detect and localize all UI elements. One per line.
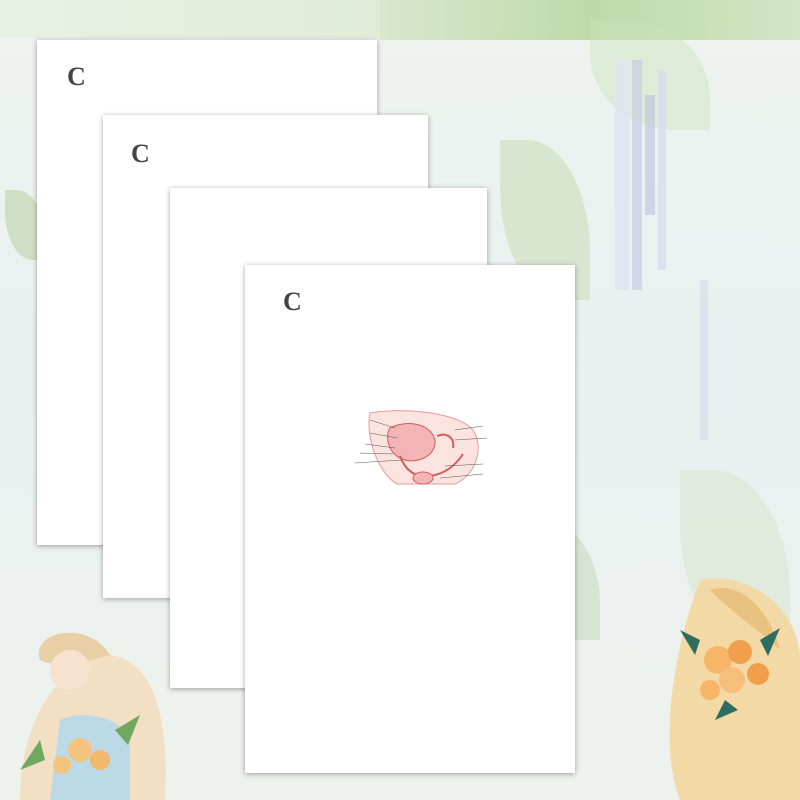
question-mark-icon: C <box>67 62 86 91</box>
question-mark-icon: C <box>283 287 302 316</box>
page-4 <box>245 265 575 773</box>
anatomy-diagram <box>305 408 525 490</box>
reproductive-system-figure <box>305 408 525 490</box>
girl-illustration-right <box>640 570 800 800</box>
top-green-band-left <box>0 0 380 38</box>
question-mark-icon: C <box>131 139 150 168</box>
